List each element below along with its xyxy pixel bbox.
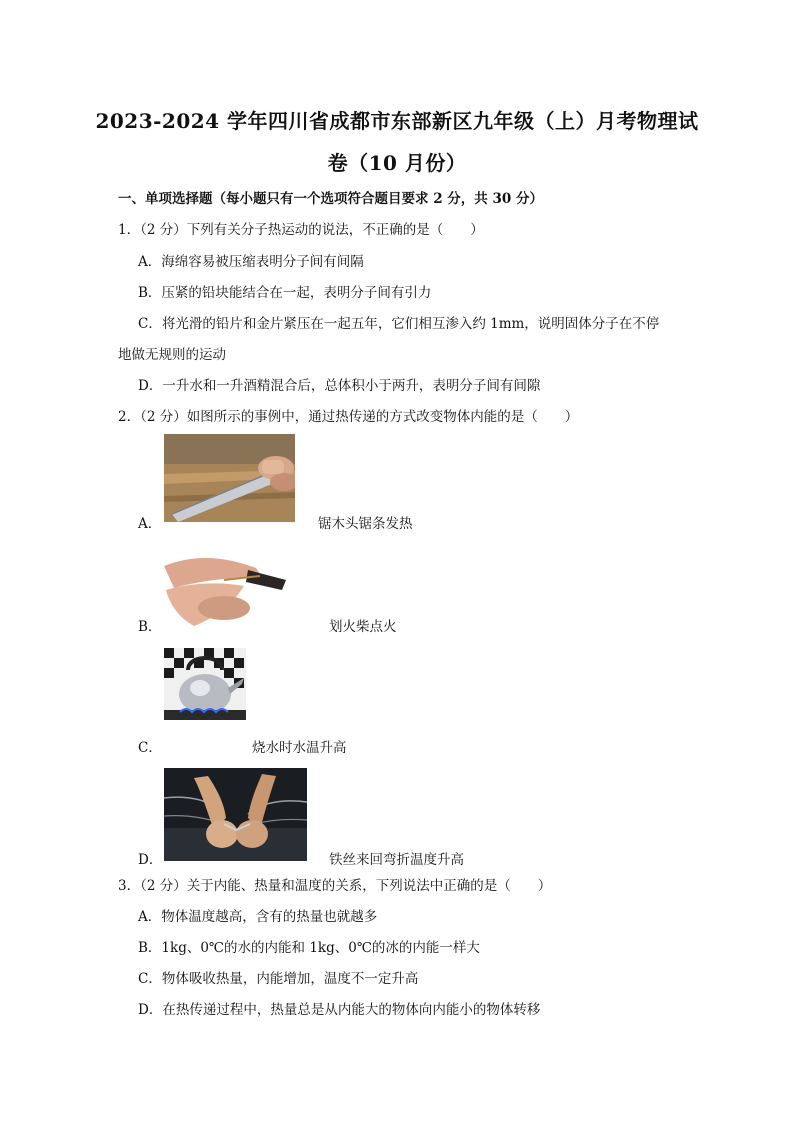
question-1-option-c: C．将光滑的铅片和金片紧压在一起五年，它们相互渗入约 1mm，说明固体分子在不停	[138, 316, 660, 332]
question-3-option-c: C．物体吸收热量，内能增加，温度不一定升高	[138, 971, 419, 987]
question-1-stem: 1．（2 分）下列有关分子热运动的说法，不正确的是（ ）	[118, 222, 484, 238]
question-2-option-a-letter: A．	[138, 516, 162, 532]
question-2-option-b-text: 划火柴点火	[329, 619, 397, 635]
exam-title-line1: 2023-2024 学年四川省成都市东部新区九年级（上）月考物理试	[95, 109, 699, 133]
question-1-option-b: B．压紧的铅块能结合在一起，表明分子间有引力	[138, 285, 432, 301]
question-2-option-c-text: 烧水时水温升高	[252, 740, 347, 756]
question-2-option-b-letter: B．	[138, 619, 162, 635]
question-2-stem: 2．（2 分）如图所示的事例中，通过热传递的方式改变物体内能的是（ ）	[118, 409, 579, 425]
exam-title-line2: 卷（10 月份）	[327, 151, 467, 175]
question-1-option-a: A．海绵容易被压缩表明分子间有间隔	[138, 254, 364, 270]
question-3-stem: 3．（2 分）关于内能、热量和温度的关系，下列说法中正确的是（ ）	[118, 878, 552, 894]
kettle-stove-image	[164, 648, 246, 720]
match-strike-image	[164, 546, 296, 632]
question-1-option-c-cont: 地做无规则的运动	[118, 347, 226, 363]
question-2-option-c-letter: C．	[138, 740, 162, 756]
question-2-option-d-letter: D．	[138, 852, 163, 868]
section-heading: 一、单项选择题（每小题只有一个选项符合题目要求 2 分，共 30 分）	[118, 191, 543, 207]
question-3-option-d: D．在热传递过程中，热量总是从内能大的物体向内能小的物体转移	[138, 1002, 541, 1018]
bending-wire-image	[164, 768, 307, 861]
question-1-option-d: D．一升水和一升酒精混合后，总体积小于两升，表明分子间有间隙	[138, 378, 541, 394]
question-3-option-b: B．1kg、0℃的水的内能和 1kg、0℃的冰的内能一样大	[138, 940, 480, 956]
saw-wood-image	[164, 434, 295, 522]
question-3-option-a: A．物体温度越高，含有的热量也就越多	[138, 909, 378, 925]
question-2-option-a-text: 锯木头锯条发热	[318, 516, 413, 532]
question-2-option-d-text: 铁丝来回弯折温度升高	[329, 852, 464, 868]
